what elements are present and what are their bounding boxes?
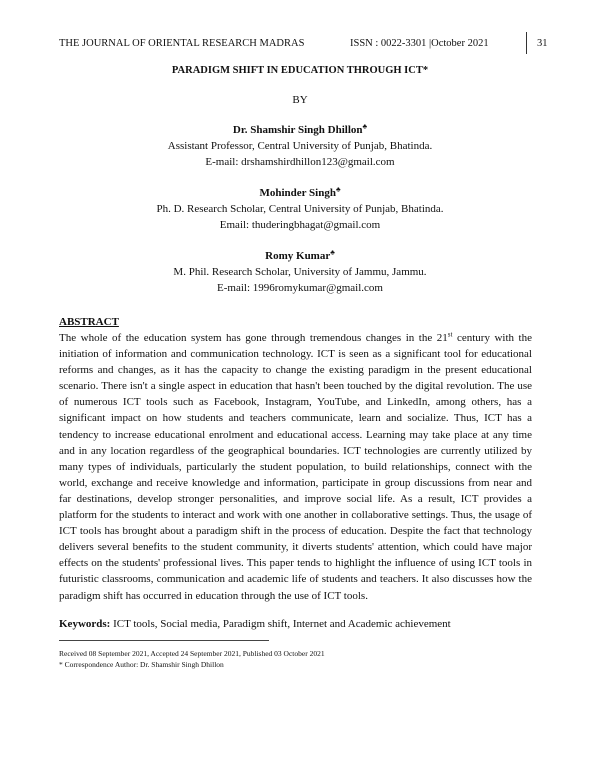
- author-affiliation: Assistant Professor, Central University of Punjab, Bhatinda.: [167, 140, 433, 152]
- author-email: E-mail: 1996romykumar@gmail.com: [217, 282, 383, 294]
- author-name: Dr. Shamshir Singh Dhillon♣: [232, 122, 368, 136]
- club-mark-icon: ♣: [335, 185, 341, 194]
- footnote-rule: [59, 640, 269, 641]
- club-mark-icon: ♣: [330, 248, 335, 257]
- author-name: Mohinder Singh♣: [259, 185, 341, 199]
- club-mark-icon: ♣: [362, 122, 368, 131]
- header-divider: [526, 32, 527, 54]
- keywords-line: [59, 618, 451, 630]
- abstract-body: The whole of the education system has gone through tremendous changes in the 21st century with the initiation of information and communication technology. ICT is seen as a significant tool for educational reforms and changes, as it has the capacity to change the existing paradigm in the present educational scenario. There isn't a single aspect in education that hasn't been touched by the digital revolution. The use of numerous ICT tools such as Facebook, Instagram, YouTube, and LinkedIn, among others, has a significant impact on how students and teachers communicate, learn and socialize. Thus, ICT has a tendency to increase educational enrolment and educational access. Learning may take place at any time and in any location regardless of the geographical boundaries. ICT technologies are currently utilized by many types of individuals, particularly the student population, to build relationships, connect with the world, exchange and receive knowledge and information, participate in group discussions from near and far destinations, develop stronger personalities, and improve social life. As a result, ICT provides a platform for the students to interact and work with one another in collaborative settings. Thus, the usage of ICT tools has brought about a paradigm shift in the process of education. Despite the fact that technology delivers several benefits to the student community, it diverts students' attention, which could have major effects on the students' professional lives. This paper tends to highlight the influence of using ICT tools in futuristic classrooms, communication and academic life of students and teachers. It also discusses how the paradigm shift has occurred in education through the use of ICT tools.: [59, 330, 532, 602]
- author-email: E-mail: drshamshirdhillon123@gmail.com: [205, 156, 395, 168]
- author-name: Romy Kumar♣: [265, 248, 335, 262]
- author-email: Email: thuderingbhagat@gmail.com: [219, 219, 381, 231]
- paper-title: PARADIGM SHIFT IN EDUCATION THROUGH ICT*: [171, 65, 429, 76]
- keywords-text: ICT tools, Social media, Paradigm shift, Internet and Academic achievement: [110, 618, 451, 630]
- author-affiliation: M. Phil. Research Scholar, University of Jammu, Jammu.: [173, 266, 427, 278]
- correspondence-footnote: * Correspondence Author: Dr. Shamshir Singh Dhillon: [59, 660, 224, 669]
- abstract-heading: ABSTRACT: [59, 316, 119, 328]
- by-label: BY: [292, 94, 308, 106]
- issn-date: ISSN : 0022-3301 |October 2021: [350, 38, 489, 49]
- journal-name: THE JOURNAL OF ORIENTAL RESEARCH MADRAS: [59, 38, 305, 49]
- received-footnote: Received 08 September 2021, Accepted 24 September 2021, Published 03 October 2021: [59, 649, 325, 658]
- running-header: [59, 37, 540, 51]
- author-affiliation: Ph. D. Research Scholar, Central University of Punjab, Bhatinda.: [156, 203, 444, 215]
- page-number: 31: [537, 38, 548, 49]
- keywords-label: Keywords:: [59, 618, 111, 630]
